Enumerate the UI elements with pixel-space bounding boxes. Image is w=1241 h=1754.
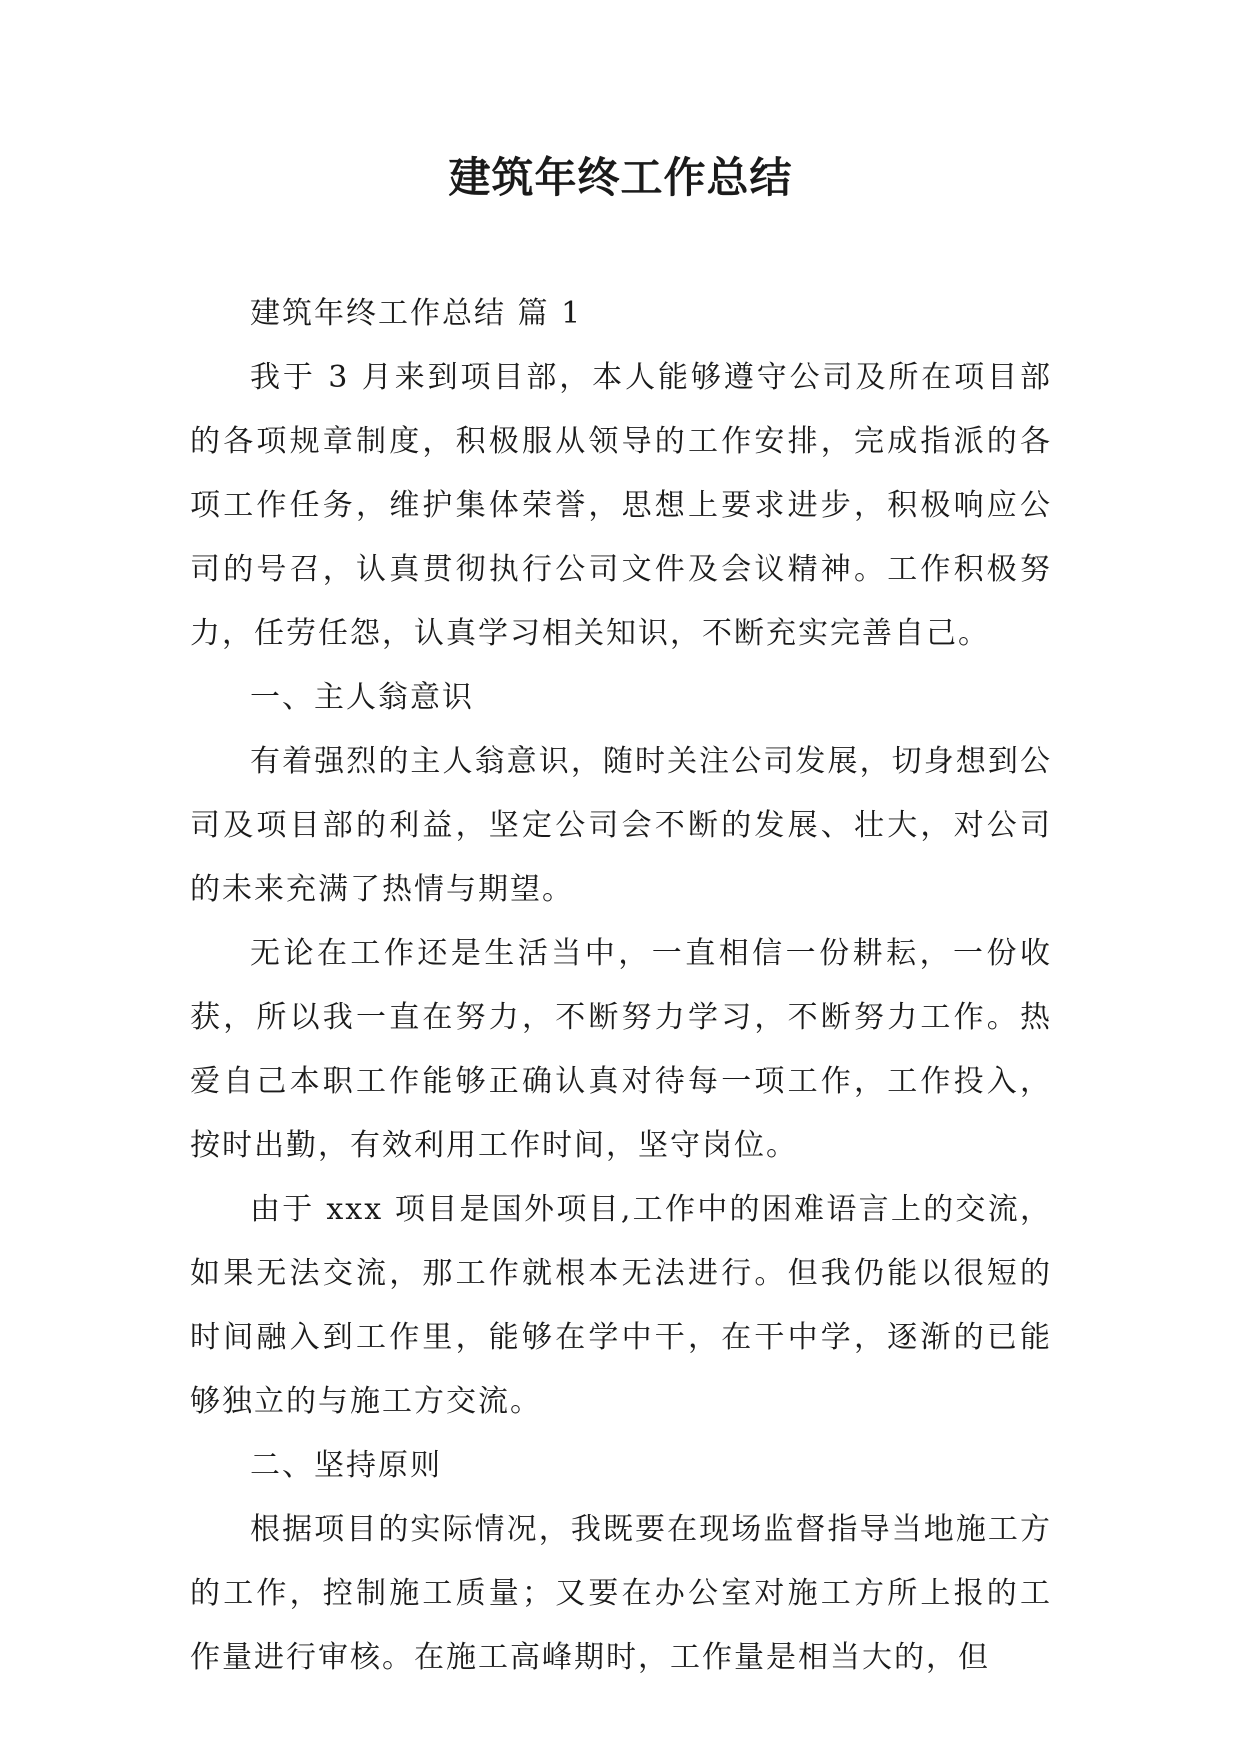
paragraph-principle: 根据项目的实际情况，我既要在现场监督指导当地施工方的工作，控制施工质量；又要在办公室对施工方所上报的工作量进行审核。在施工高峰期时，工作量是相当大的，但 xyxy=(190,1512,1052,1675)
paragraph-language: 由于 xxx 项目是国外项目,工作中的困难语言上的交流，如果无法交流，那工作就根本无法进行。但我仍能以很短的时间融入到工作里，能够在学中干，在干中学，逐渐的已能够独立的与施工方交流。 xyxy=(190,1192,1052,1419)
section-heading-1: 一、主人翁意识 xyxy=(250,680,474,715)
paragraph-intro: 我于 3 月来到项目部，本人能够遵守公司及所在项目部的各项规章制度，积极服从领导的工作安排，完成指派的各项工作任务，维护集体荣誉，思想上要求进步，积极响应公司的号召，认真贯彻执行公司文件及会议精神。工作积极努力，任劳任怨，认真学习相关知识，不断充实完善自己。 xyxy=(190,360,1052,651)
section-heading-2: 二、坚持原则 xyxy=(250,1448,442,1483)
paragraph-ownership: 有着强烈的主人翁意识，随时关注公司发展，切身想到公司及项目部的利益，坚定公司会不断的发展、壮大，对公司的未来充满了热情与期望。 xyxy=(190,744,1052,907)
article-heading: 建筑年终工作总结 篇 1 xyxy=(250,296,583,331)
document-title: 建筑年终工作总结 xyxy=(448,153,793,202)
paragraph-effort: 无论在工作还是生活当中，一直相信一份耕耘，一份收获，所以我一直在努力，不断努力学习，不断努力工作。热爱自己本职工作能够正确认真对待每一项工作，工作投入，按时出勤，有效利用工作时间，坚守岗位。 xyxy=(190,936,1052,1163)
document-body xyxy=(190,282,1052,1690)
